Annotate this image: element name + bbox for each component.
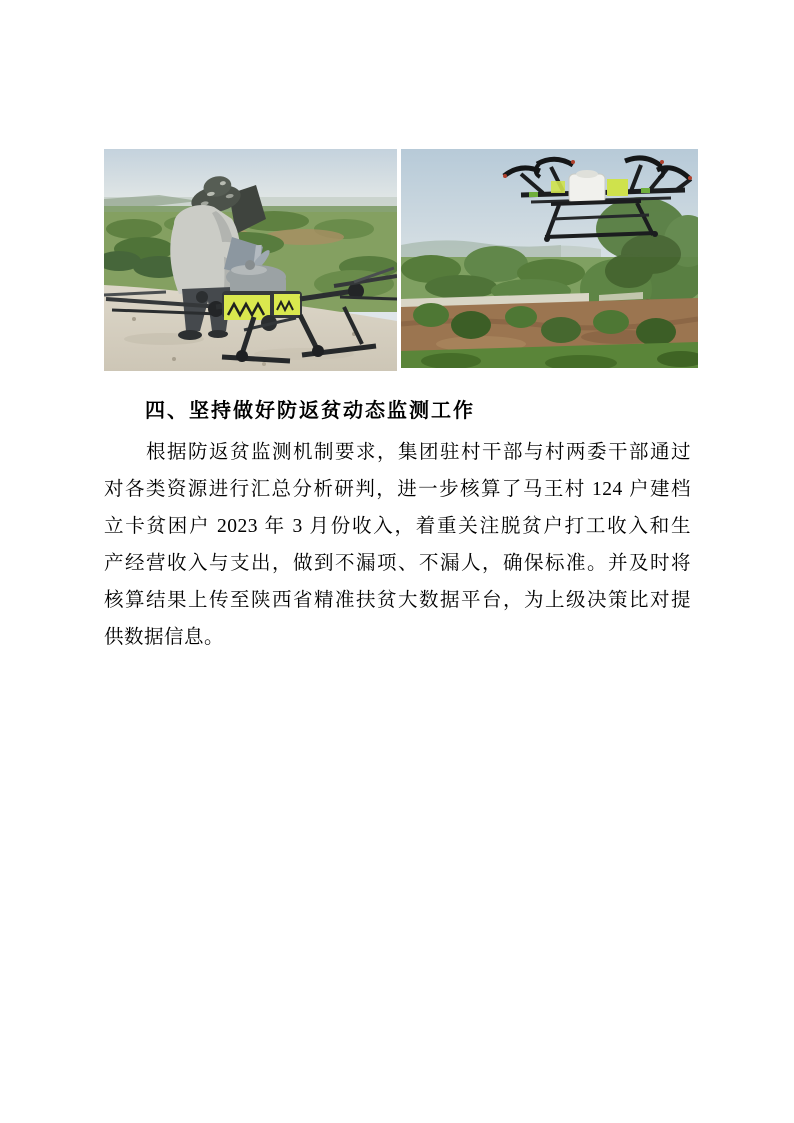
paragraph-line: 立卡贫困户 2023 年 3 月份收入，着重关注脱贫户打工收入和生: [104, 516, 691, 537]
paragraph-line: 核算结果上传至陕西省精准扶贫大数据平台，为上级决策比对提: [104, 590, 691, 611]
drone-spraying-flight-photo: [401, 149, 698, 368]
body-paragraph: [104, 434, 691, 656]
paragraph-line: 根据防返贫监测机制要求，集团驻村干部与村两委干部通过: [104, 442, 691, 463]
photo-row: [104, 149, 698, 371]
section-heading: 四、坚持做好防返贫动态监测工作: [145, 400, 475, 422]
drone-flying-illustration: [401, 149, 698, 368]
drone-tank-filling-photo: [104, 149, 397, 371]
paragraph-line: 产经营收入与支出，做到不漏项、不漏人，确保标准。并及时将: [104, 553, 691, 574]
drone-filling-illustration: [104, 149, 397, 371]
paragraph-line: 供数据信息。: [104, 627, 225, 648]
paragraph-line: 对各类资源进行汇总分析研判，进一步核算了马王村 124 户建档: [104, 479, 691, 500]
